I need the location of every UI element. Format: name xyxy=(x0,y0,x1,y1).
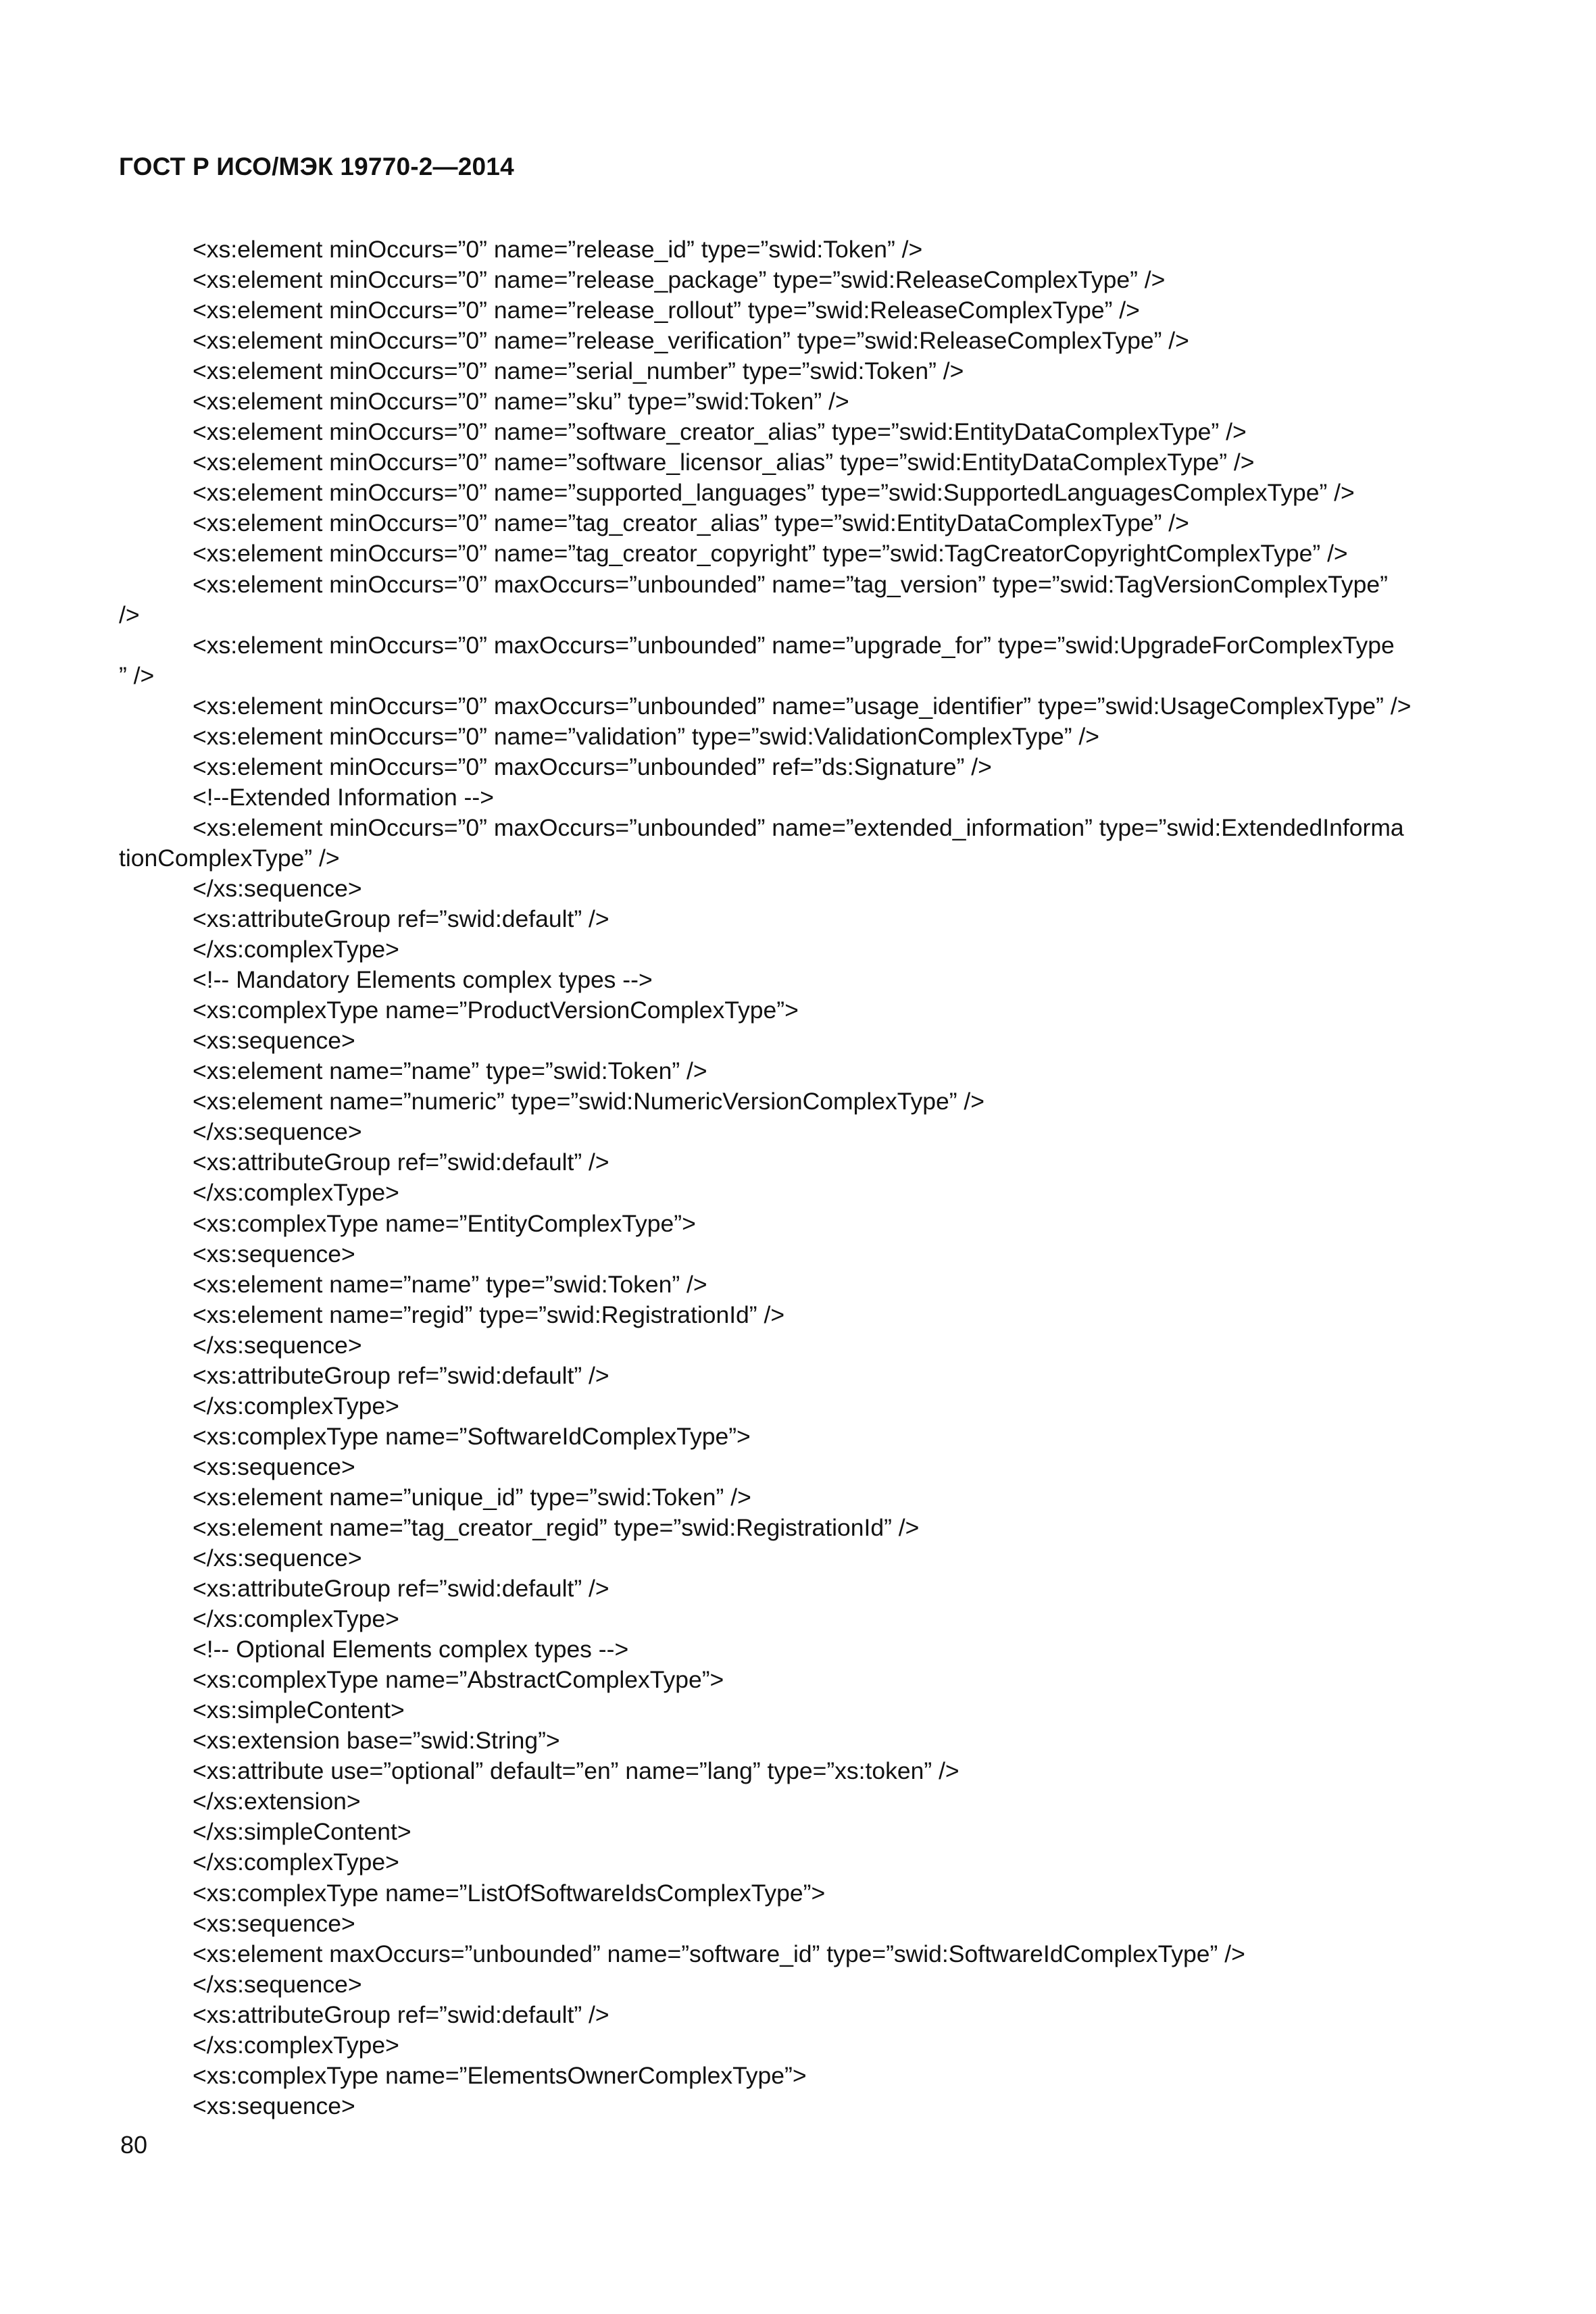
code-line: <xs:sequence> xyxy=(193,2092,355,2119)
code-line: </xs:complexType> xyxy=(193,1848,399,1876)
code-line: </xs:sequence> xyxy=(193,1544,362,1572)
code-line-continuation: ” /> xyxy=(119,661,155,689)
code-line: </xs:sequence> xyxy=(193,1331,362,1359)
code-line: <xs:simpleContent> xyxy=(193,1696,405,1724)
code-line: </xs:extension> xyxy=(193,1788,361,1815)
code-line: <xs:element minOccurs=”0” name=”software_licensor_alias” type=”swid:EntityDataComplexType” /> xyxy=(193,449,1255,476)
code-line: <xs:element minOccurs=”0” maxOccurs=”unbounded” name=”tag_version” type=”swid:TagVersionComplexType” xyxy=(193,570,1388,598)
code-line: <xs:complexType name=”SoftwareIdComplexType”> xyxy=(193,1422,751,1450)
code-line: <xs:attribute use=”optional” default=”en” name=”lang” type=”xs:token” /> xyxy=(193,1757,959,1785)
code-line-continuation: /> xyxy=(119,601,140,628)
code-line: </xs:simpleContent> xyxy=(193,1818,412,1846)
code-line: <xs:sequence> xyxy=(193,1909,355,1937)
code-line: <xs:element minOccurs=”0” name=”sku” type=”swid:Token” /> xyxy=(193,388,849,416)
code-line: <!--Extended Information --> xyxy=(193,783,494,811)
code-line: </xs:sequence> xyxy=(193,1970,362,1998)
code-line: <xs:attributeGroup ref=”swid:default” /> xyxy=(193,1361,609,1389)
code-line: <xs:element name=”numeric” type=”swid:NumericVersionComplexType” /> xyxy=(193,1088,984,1115)
code-line: <xs:element minOccurs=”0” name=”software_creator_alias” type=”swid:EntityDataComplexType” /> xyxy=(193,418,1247,446)
code-line: <xs:element maxOccurs=”unbounded” name=”software_id” type=”swid:SoftwareIdComplexType” /> xyxy=(193,1940,1245,1967)
code-line: </xs:complexType> xyxy=(193,2031,399,2059)
code-line: <xs:element minOccurs=”0” name=”tag_creator_copyright” type=”swid:TagCreatorCopyrightComplexType” /> xyxy=(193,540,1348,568)
code-line: <xs:sequence> xyxy=(193,1027,355,1055)
code-line: <xs:complexType name=”ElementsOwnerComplexType”> xyxy=(193,2061,807,2089)
code-line: <xs:attributeGroup ref=”swid:default” /> xyxy=(193,1575,609,1603)
code-line: <xs:element minOccurs=”0” name=”release_verification” type=”swid:ReleaseComplexType” /> xyxy=(193,327,1189,355)
code-line: <xs:complexType name=”AbstractComplexType”> xyxy=(193,1666,724,1694)
code-line: <xs:complexType name=”ProductVersionComplexType”> xyxy=(193,997,799,1024)
code-line: <xs:element minOccurs=”0” name=”release_package” type=”swid:ReleaseComplexType” /> xyxy=(193,266,1166,294)
code-line: </xs:sequence> xyxy=(193,1118,362,1146)
code-line: <xs:sequence> xyxy=(193,1240,355,1267)
code-line: <xs:element name=”name” type=”swid:Token” /> xyxy=(193,1057,707,1085)
code-line: <!-- Mandatory Elements complex types --> xyxy=(193,966,653,994)
code-line-continuation: tionComplexType” /> xyxy=(119,844,340,872)
code-line: <xs:element minOccurs=”0” maxOccurs=”unbounded” name=”usage_identifier” type=”swid:UsageComplexType” /> xyxy=(193,692,1412,720)
code-line: <!-- Optional Elements complex types --> xyxy=(193,1636,629,1663)
xml-schema-listing xyxy=(0,234,1596,2121)
code-line: <xs:sequence> xyxy=(193,1453,355,1480)
code-line: <xs:element minOccurs=”0” maxOccurs=”unbounded” ref=”ds:Signature” /> xyxy=(193,753,992,780)
code-line: <xs:element minOccurs=”0” name=”serial_number” type=”swid:Token” /> xyxy=(193,357,964,385)
code-line: </xs:sequence> xyxy=(193,874,362,902)
code-line: <xs:element name=”tag_creator_regid” type=”swid:RegistrationId” /> xyxy=(193,1513,920,1541)
code-line: <xs:element name=”unique_id” type=”swid:Token” /> xyxy=(193,1483,751,1511)
code-line: <xs:attributeGroup ref=”swid:default” /> xyxy=(193,1149,609,1176)
code-line: <xs:extension base=”swid:String”> xyxy=(193,1727,560,1755)
code-line: <xs:attributeGroup ref=”swid:default” /> xyxy=(193,2001,609,2028)
code-line: </xs:complexType> xyxy=(193,1392,399,1419)
code-line: <xs:complexType name=”ListOfSoftwareIdsComplexType”> xyxy=(193,1879,826,1907)
code-line: <xs:complexType name=”EntityComplexType”> xyxy=(193,1209,696,1237)
code-line: </xs:complexType> xyxy=(193,1179,399,1207)
code-line: <xs:element minOccurs=”0” maxOccurs=”unbounded” name=”upgrade_for” type=”swid:UpgradeForComplexType xyxy=(193,631,1395,659)
code-line: <xs:element name=”name” type=”swid:Token” /> xyxy=(193,1270,707,1298)
code-line: <xs:element minOccurs=”0” name=”release_id” type=”swid:Token” /> xyxy=(193,236,923,263)
code-line: <xs:element name=”regid” type=”swid:RegistrationId” /> xyxy=(193,1301,785,1328)
code-line: <xs:element minOccurs=”0” name=”validation” type=”swid:ValidationComplexType” /> xyxy=(193,722,1100,750)
code-line: <xs:element minOccurs=”0” name=”supported_languages” type=”swid:SupportedLanguagesComplexType” /> xyxy=(193,479,1355,507)
document-header: ГОСТ Р ИСО/МЭК 19770-2—2014 xyxy=(119,153,514,180)
code-line: </xs:complexType> xyxy=(193,936,399,963)
code-line: <xs:element minOccurs=”0” maxOccurs=”unbounded” name=”extended_information” type=”swid:ExtendedInforma xyxy=(193,813,1404,841)
code-line: <xs:element minOccurs=”0” name=”tag_creator_alias” type=”swid:EntityDataComplexType” /> xyxy=(193,509,1189,537)
code-line: <xs:attributeGroup ref=”swid:default” /> xyxy=(193,905,609,933)
code-line: </xs:complexType> xyxy=(193,1605,399,1633)
page-number: 80 xyxy=(120,2131,148,2159)
code-line: <xs:element minOccurs=”0” name=”release_rollout” type=”swid:ReleaseComplexType” /> xyxy=(193,297,1140,324)
